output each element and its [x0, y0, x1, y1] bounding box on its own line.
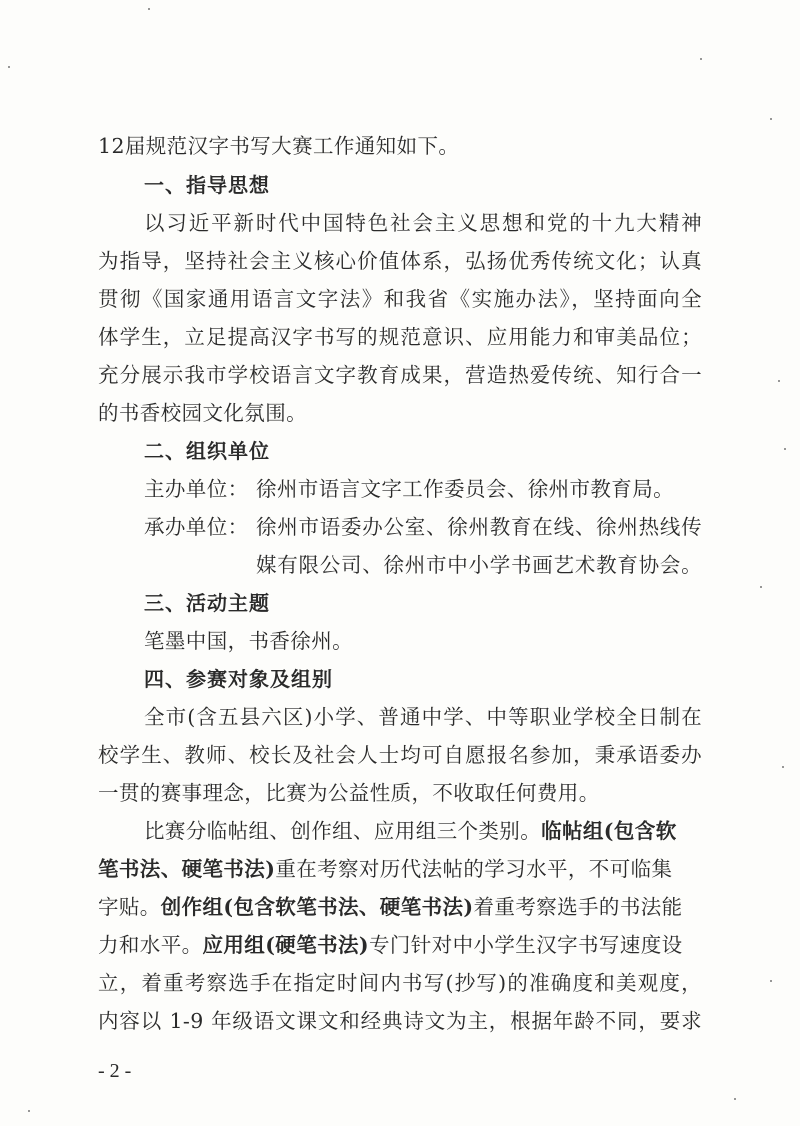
categories-text: 重在考察对历代法帖的学习水平，不可临集: [275, 857, 673, 881]
category-copying-term: 临帖组(包含软: [541, 819, 677, 843]
category-application-term: 应用组(硬笔书法): [202, 933, 369, 957]
category-creation-term: 创作组(包含软笔书法、硬笔书法): [160, 895, 474, 919]
theme-text: 笔墨中国，书香徐州。: [144, 629, 353, 653]
scan-speck: [8, 66, 10, 68]
scan-speck: [782, 766, 784, 768]
section-heading-participants: 四、参赛对象及组别: [144, 667, 333, 691]
scan-speck: [770, 118, 772, 120]
categories-text: 比赛分临帖组、创作组、应用组三个类别。: [144, 819, 542, 843]
section-heading-organizers: 二、组织单位: [144, 439, 270, 463]
categories-text: 力和水平。: [98, 933, 203, 957]
categories-line-6: 内容以 1-9 年级语文课文和经典诗文为主，根据年龄不同，要求: [98, 1009, 702, 1033]
categories-line-3: [98, 892, 683, 922]
scan-speck: [770, 980, 772, 982]
categories-text: 专门针对中小学生汉字书写速度设: [369, 933, 683, 957]
host-label: 主办单位：: [144, 477, 249, 501]
paragraph-line: 校学生、教师、校长及社会人士均可自愿报名参加，秉承语委办: [98, 743, 702, 767]
page-number: - 2 -: [98, 1060, 132, 1082]
organizer-label: 承办单位：: [144, 515, 249, 539]
section-heading-theme: 三、活动主题: [144, 591, 270, 615]
scan-speck: [778, 380, 780, 382]
paragraph-line: 体学生，立足提高汉字书写的规范意识、应用能力和审美品位；: [98, 325, 702, 349]
scan-speck: [760, 586, 762, 588]
paragraph-line: 以习近平新时代中国特色社会主义思想和党的十九大精神: [144, 211, 702, 235]
scan-speck: [734, 1098, 736, 1100]
paragraph-line: 全市(含五县六区)小学、普通中学、中等职业学校全日制在: [144, 705, 702, 729]
paragraph-line: 一贯的赛事理念，比赛为公益性质，不收取任何费用。: [98, 781, 600, 805]
paragraph-line: 充分展示我市学校语言文字教育成果，营造热爱传统、知行合一: [98, 363, 702, 387]
categories-line-4: [98, 930, 683, 960]
categories-line-5: 立，着重考察选手在指定时间内书写(抄写)的准确度和美观度，: [98, 971, 702, 995]
paragraph-line: 的书香校园文化氛围。: [98, 401, 307, 425]
organizer-value-line: 媒有限公司、徐州市中小学书画艺术教育协会。: [256, 553, 702, 577]
paragraph-line: 为指导，坚持社会主义核心价值体系，弘扬优秀传统文化；认真: [98, 249, 702, 273]
paragraph-line: 贯彻《国家通用语言文字法》和我省《实施办法》，坚持面向全: [98, 287, 702, 311]
category-copying-term: 笔书法、硬笔书法): [98, 857, 276, 881]
categories-line-2: [98, 854, 672, 884]
scan-speck: [700, 58, 702, 60]
categories-text: 字贴。: [98, 895, 161, 919]
organizer-value-line: 徐州市语委办公室、徐州教育在线、徐州热线传: [256, 515, 702, 539]
scan-speck: [28, 1110, 30, 1112]
categories-text: 着重考察选手的书法能: [473, 895, 683, 919]
scan-speck: [148, 8, 150, 10]
categories-line-1: [144, 816, 677, 846]
scan-speck: [784, 448, 786, 450]
intro-line: 12届规范汉字书写大赛工作通知如下。: [98, 134, 460, 158]
host-value: 徐州市语言文字工作委员会、徐州市教育局。: [256, 477, 674, 501]
section-heading-guiding-ideology: 一、指导思想: [144, 173, 270, 197]
